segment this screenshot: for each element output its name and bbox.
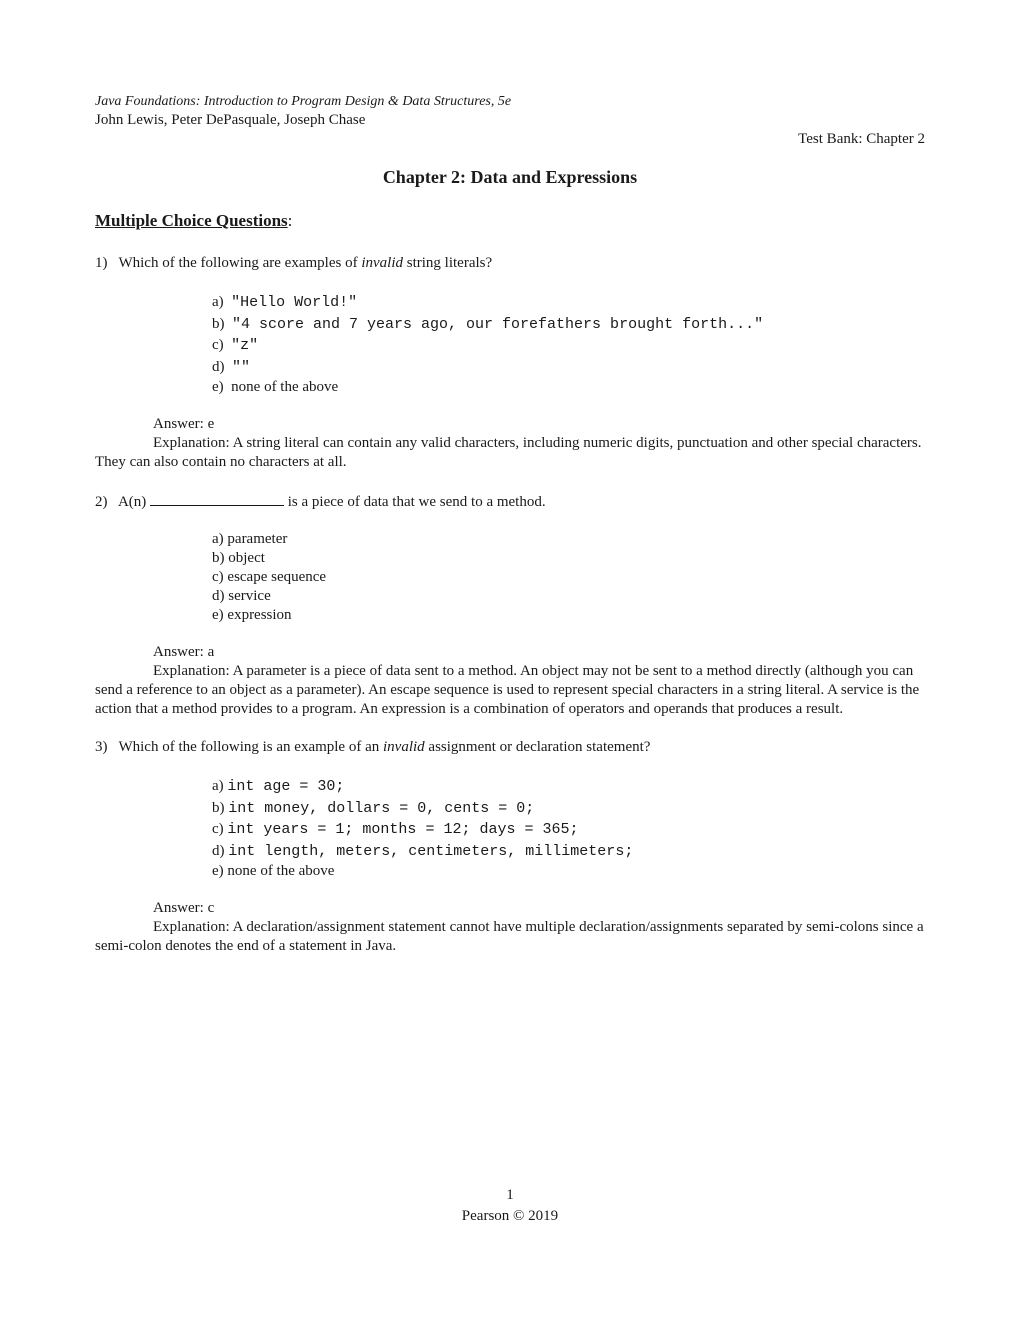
document-page (95, 92, 925, 956)
option-e-text: none of the above (227, 863, 335, 879)
question-emphasis: invalid (383, 739, 425, 755)
option-b-code: "4 score and 7 years ago, our forefathers brought forth..." (232, 315, 764, 333)
question-3-stem (95, 738, 925, 757)
option-d-code: int length, meters, centimeters, millimeters; (228, 842, 634, 860)
copyright: Pearson © 2019 (461, 1208, 559, 1224)
question-2 (95, 492, 925, 719)
question-2-stem (95, 492, 925, 512)
question-1-stem (95, 254, 925, 273)
question-prefix: A(n) (117, 494, 151, 510)
explanation: Explanation: A parameter is a piece of data sent to a method. An object may not be sent to a method directly (although you can send a reference to an object as a parameter). An escape sequence is used to represent special characters in a string literal. A service is the action that a method provides to a program. An expression is a combination of operators and operands that produces a result. (95, 663, 920, 717)
question-number: 2) (95, 494, 108, 510)
option-b: b) "4 score and 7 years ago, our forefathers brought forth..." (212, 315, 764, 333)
question-prefix: Which of the following are examples of (118, 255, 362, 271)
answer: Answer: c (153, 900, 215, 916)
question-number: 3) (95, 739, 108, 755)
option-a: a) int age = 30; (212, 778, 345, 795)
chapter-title: Chapter 2: Data and Expressions (382, 167, 638, 187)
option-b: b) int money, dollars = 0, cents = 0; (212, 799, 535, 817)
question-suffix: assignment or declaration statement? (424, 739, 651, 755)
option-a: a) "Hello World!" (212, 294, 358, 311)
question-number: 1) (95, 255, 108, 271)
section-heading (95, 211, 925, 230)
options-list (212, 530, 925, 625)
answer: Answer: e (153, 416, 215, 432)
options-list (212, 292, 925, 397)
option-d: d) "" (212, 358, 251, 376)
option-a: a) parameter (212, 531, 288, 547)
section-heading-text: Multiple Choice Questions (95, 211, 288, 230)
option-b-code: int money, dollars = 0, cents = 0; (228, 799, 535, 817)
option-c-code: "z" (231, 337, 259, 354)
option-a-code: "Hello World!" (231, 294, 358, 311)
question-prefix: Which of the following is an example of an (118, 739, 383, 755)
option-c: c) escape sequence (212, 569, 327, 585)
option-d: d) int length, meters, centimeters, millimeters; (212, 842, 634, 860)
question-1 (95, 254, 925, 472)
section-heading-colon: : (287, 211, 293, 230)
fill-in-blank (150, 492, 284, 506)
option-d: d) service (212, 588, 271, 604)
option-b: b) object (212, 550, 265, 566)
answer: Answer: a (153, 644, 215, 660)
page-footer (0, 1185, 1020, 1227)
option-c: c) int years = 1; months = 12; days = 365; (212, 821, 579, 838)
option-e: e) none of the above (212, 379, 339, 395)
option-a-code: int age = 30; (227, 778, 345, 795)
book-title: Java Foundations: Introduction to Program Design & Data Structures, 5e (95, 94, 512, 109)
explanation: Explanation: A string literal can contain any valid characters, including numeric digits, punctuation and other special characters. They can also contain no characters at all. (95, 435, 922, 470)
explanation: Explanation: A declaration/assignment statement cannot have multiple declaration/assignments separated by semi-colons since a semi-colon denotes the end of a statement in Java. (95, 919, 924, 954)
question-3 (95, 738, 925, 956)
question-suffix: string literals? (403, 255, 493, 271)
option-e-text: none of the above (231, 379, 339, 395)
option-e: e) expression (212, 607, 292, 623)
authors: John Lewis, Peter DePasquale, Joseph Chase (95, 112, 366, 128)
test-bank-label: Test Bank: Chapter 2 (798, 131, 925, 147)
options-list (212, 776, 925, 881)
option-c-code: int years = 1; months = 12; days = 365; (227, 821, 579, 838)
question-emphasis: invalid (361, 255, 403, 271)
page-number: 1 (506, 1187, 514, 1203)
question-suffix: is a piece of data that we send to a method. (284, 494, 546, 510)
option-e: e) none of the above (212, 863, 335, 879)
option-c: c) "z" (212, 337, 259, 354)
option-d-code: "" (232, 358, 251, 376)
